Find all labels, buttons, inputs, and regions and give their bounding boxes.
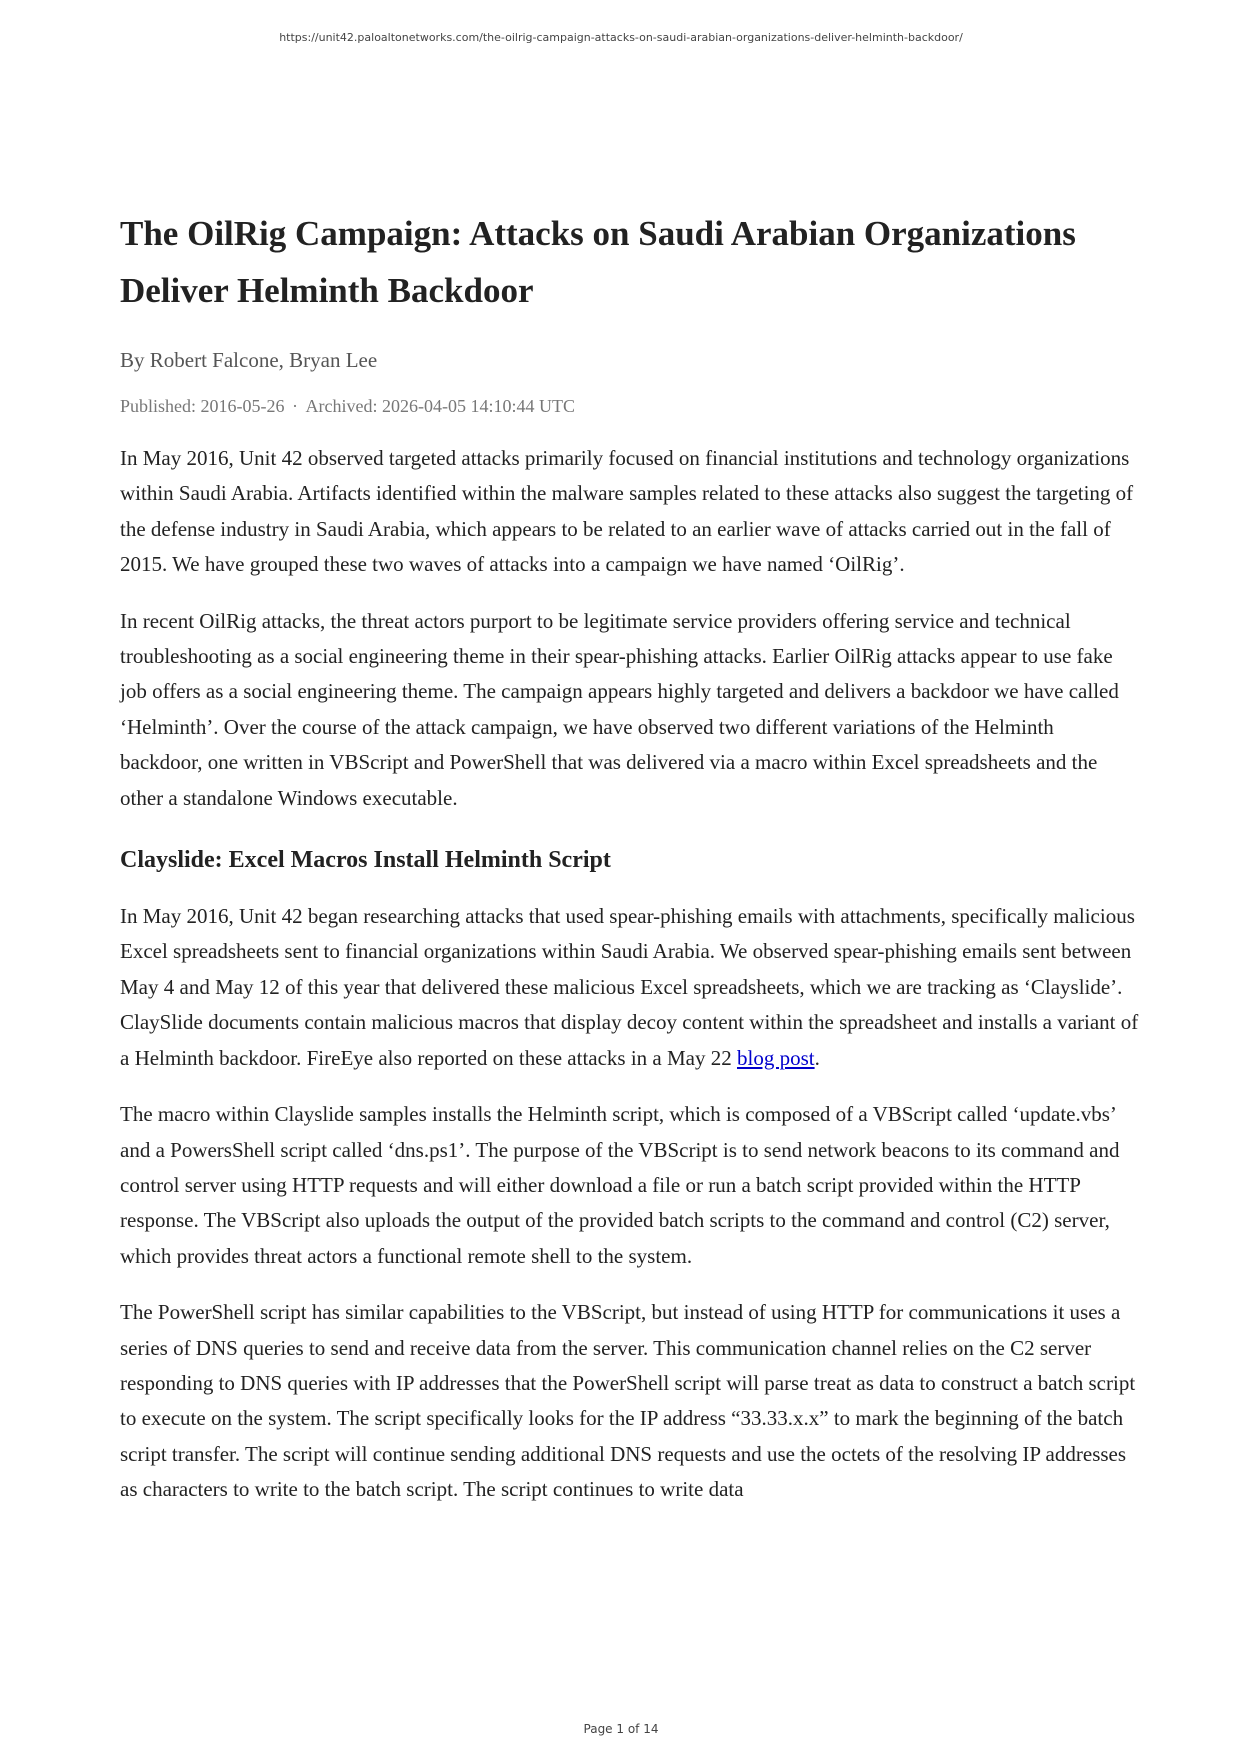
article-meta bbox=[120, 394, 1140, 418]
paragraph-intro: In May 2016, Unit 42 observed targeted attacks primarily focused on financial institutions and technology organizations within Saudi Arabia. Artifacts identified within the malware samples related to these attacks also suggest the targeting of the defense industry in Saudi Arabia, which appears to be related to an earlier wave of attacks carried out in the fall of 2015. We have grouped these two waves of attacks into a campaign we have named ‘OilRig’. bbox=[120, 446, 1134, 577]
archived-date: Archived: 2026-04-05 14:10:44 UTC bbox=[305, 396, 575, 416]
section-heading: Clayslide: Excel Macros Install Helminth Script bbox=[120, 847, 611, 874]
article-title: The OilRig Campaign: Attacks on Saudi Arabian Organizations Deliver Helminth Backdoor bbox=[120, 214, 1076, 310]
page-url: https://unit42.paloaltonetworks.com/the-oilrig-campaign-attacks-on-saudi-arabian-organizations-deliver-helminth-backdoor/ bbox=[279, 31, 963, 44]
paragraph-powershell: The PowerShell script has similar capabilities to the VBScript, but instead of using HTTP for communications it uses a series of DNS queries to send and receive data from the server. This communication channel relies on the C2 server responding to DNS queries with IP addresses that the PowerShell script will parse treat as data to construct a batch script to execute on the system. The script specifically looks for the IP address “33.33.x.x” to mark the beginning of the batch script transfer. The script will continue sending additional DNS requests and use the octets of the resolving IP addresses as characters to write to the batch script. The script continues to write data bbox=[120, 1300, 1136, 1502]
published-date: Published: 2016-05-26 bbox=[120, 396, 285, 416]
paragraph-helminth-script: The macro within Clayslide samples installs the Helminth script, which is composed of a VBScript called ‘update.vbs’ and a PowersShell script called ‘dns.ps1’. The purpose of the VBScript is to send network beacons to its command and control server using HTTP requests and will either download a file or run a batch script provided within the HTTP response. The VBScript also uploads the output of the provided batch scripts to the command and control (C2) server, which provides threat actors a functional remote shell to the system. bbox=[120, 1102, 1120, 1268]
paragraph-clayslide-end: . bbox=[814, 1045, 820, 1070]
page-number: Page 1 of 14 bbox=[583, 1722, 659, 1736]
paragraph-clayslide bbox=[120, 899, 1140, 1076]
article-byline: By Robert Falcone, Bryan Lee bbox=[120, 348, 378, 372]
meta-separator: · bbox=[292, 396, 298, 416]
article bbox=[120, 205, 1140, 1508]
paragraph-social-engineering: In recent OilRig attacks, the threat actors purport to be legitimate service providers offering service and technical troubleshooting as a social engineering theme in their spear-phishing attacks. Earlier OilRig attacks appear to use fake job offers as a social engineering theme. The campaign appears highly targeted and delivers a backdoor we have called ‘Helminth’. Over the course of the attack campaign, we have observed two different variations of the Helminth backdoor, one written in VBScript and PowerShell that was delivered via a macro within Excel spreadsheets and the other a standalone Windows executable. bbox=[120, 608, 1119, 810]
blog-post-link[interactable]: blog post bbox=[737, 1045, 815, 1070]
paragraph-clayslide-text: In May 2016, Unit 42 began researching attacks that used spear-phishing emails with attachments, specifically malicious Excel spreadsheets sent to financial organizations within Saudi Arabia. We observed spear-phishing emails sent between May 4 and May 12 of this year that delivered these malicious Excel spreadsheets, which we are tracking as ‘Clayslide’. ClaySlide documents contain malicious macros that display decoy content within the spreadsheet and installs a variant of a Helminth backdoor. FireEye also reported on these attacks in a May 22 bbox=[120, 904, 1139, 1070]
